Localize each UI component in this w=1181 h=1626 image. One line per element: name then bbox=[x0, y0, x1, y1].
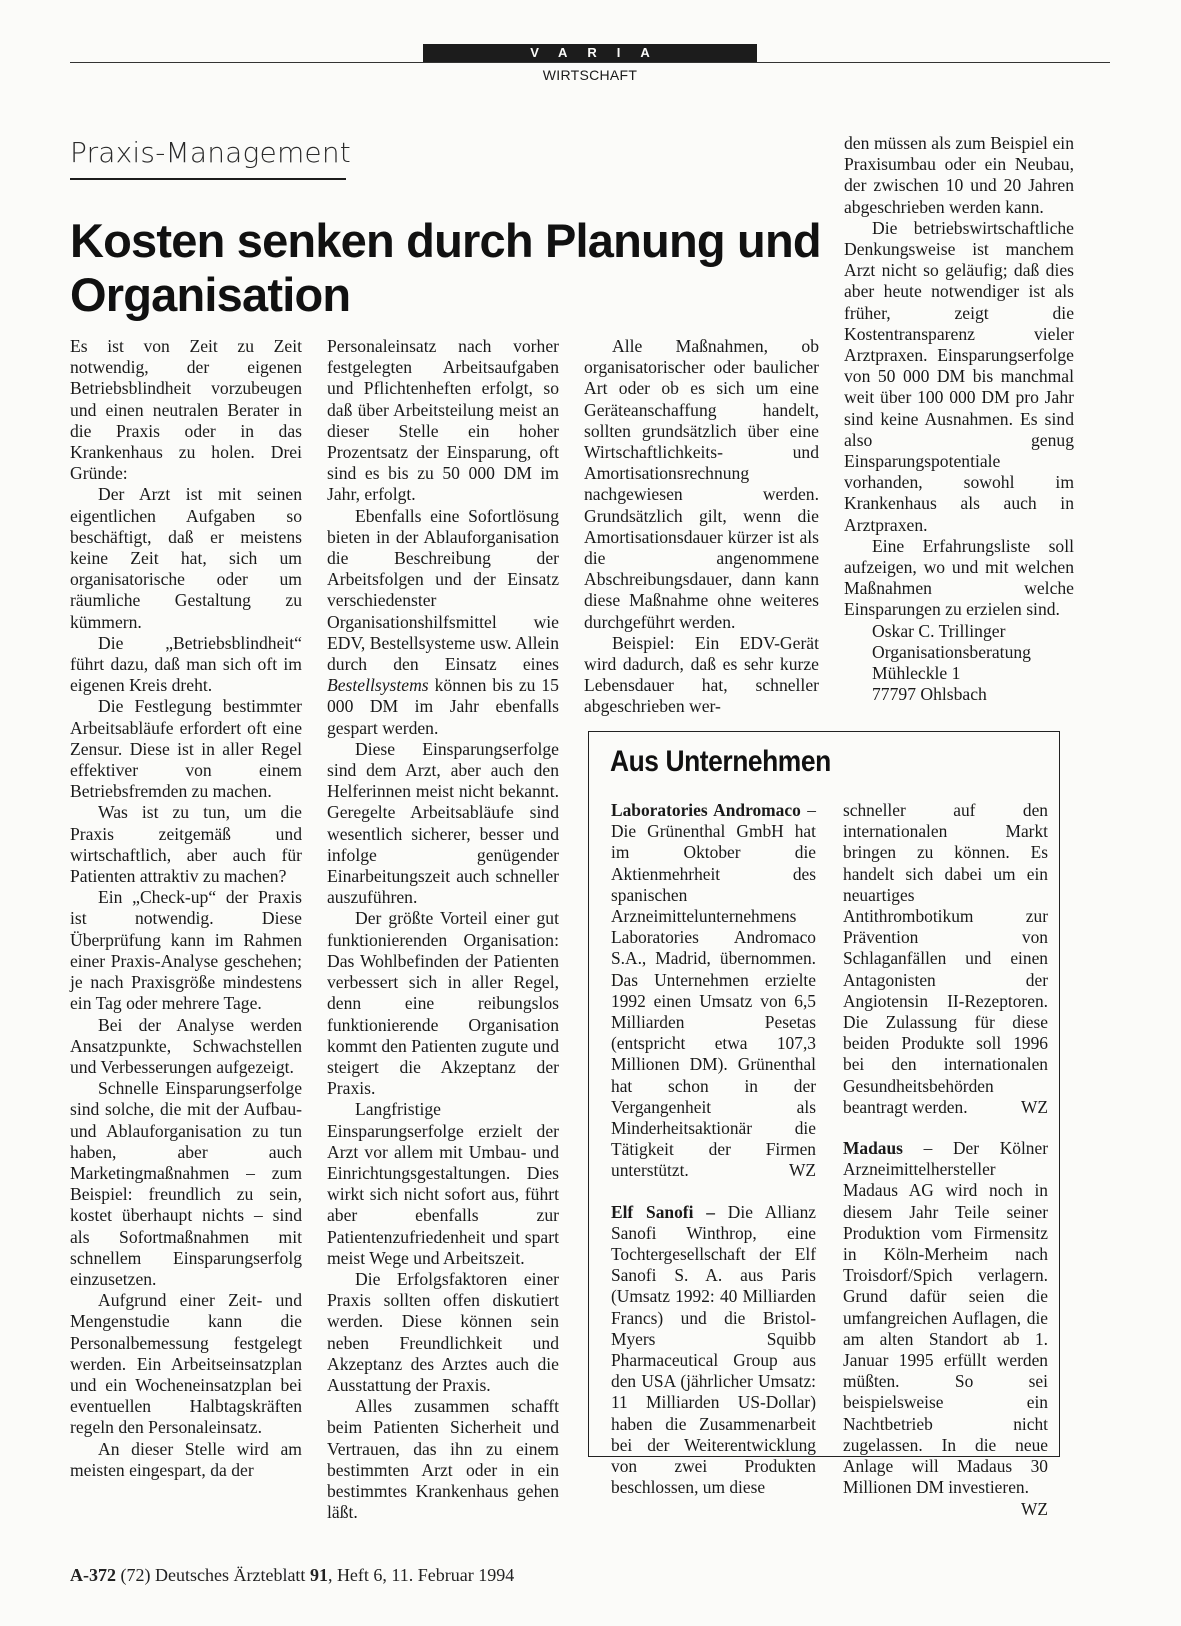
section-label: VARIA bbox=[423, 44, 757, 62]
paragraph: An dieser Stelle wird am meisten eingespart, da der bbox=[70, 1438, 302, 1480]
paragraph: Langfristige Einsparungserfolge erzielt der Arzt vor allem mit Umbau- und Einrichtungsgestaltungen. Dies wirkt sich nicht sofort aus, führt aber ebenfalls zur Patientenzufriedenheit und spart meist Wege und Arbeitszeit. bbox=[327, 1099, 559, 1268]
paragraph-text: Ebenfalls eine Sofortlösung bieten in der Ablauforganisation die Beschreibung der Arbeitsfolgen und der Einsatz verschiedenster Organisationshilfsmittel wie EDV, Bestellsysteme usw. Allein durch den Einsatz eines bbox=[327, 505, 559, 675]
news-item-lead: Laboratories Andromaco bbox=[611, 800, 801, 820]
author-sign: WZ bbox=[1020, 1096, 1048, 1117]
paragraph: Der größte Vorteil einer gut funktionierenden Organisation: Das Wohlbefinden der Patienten verbessert sich in aller Regel, denn eine reibungslos funktionierende Organisation kommt den Patienten zugute und steigert die Akzeptanz der Praxis. bbox=[327, 908, 559, 1099]
author-sign: WZ bbox=[1020, 1498, 1048, 1519]
article-column-1 bbox=[70, 336, 302, 1481]
issue-date: , Heft 6, 11. Februar 1994 bbox=[327, 1565, 515, 1585]
news-box-column-1 bbox=[611, 800, 816, 1499]
paragraph-text: können bis zu 15 000 DM im Jahr ebenfalls gespart werden. bbox=[327, 675, 559, 738]
page-footer bbox=[70, 1565, 514, 1586]
paragraph: Die betriebswirtschaftliche Denkungsweise ist manchem Arzt nicht so geläufig; daß dies aber heute notwendiger ist als früher, zeigt die Kostentransparenz vieler Arztpraxen. Einsparungserfolge von 50 000 DM bis manchmal weit über 100 000 DM pro Jahr sind keine Ausnahmen. Es sind also genug Einsparungspotentiale vorhanden, sowohl im Krankenhaus als auch in Arztpraxen. bbox=[844, 217, 1074, 535]
news-item-lead: Madaus bbox=[843, 1138, 903, 1159]
news-item-text: schneller auf den internationalen Markt bringen zu können. Es handelt sich dabei um ein neuartiges Antithrombotikum zur Prävention von Schlaganfällen und einen Antagonisten der Angiotensin II-Rezeptoren. Die Zulassung für diese beiden Produkte soll 1996 bei den internationalen Gesundheitsbehörden beantragt werden. bbox=[843, 800, 1048, 1117]
news-item bbox=[611, 800, 816, 1182]
news-box-column-2 bbox=[843, 800, 1048, 1520]
author-organisation: Organisationsberatung bbox=[872, 641, 1031, 662]
news-item-lead: Elf Sanofi – bbox=[611, 1201, 715, 1222]
paragraph: Alles zusammen schafft beim Patienten Sicherheit und Vertrauen, das ihn zu einem bestimmten Arzt oder in ein bestimmtes Krankenhaus gehen läßt. bbox=[327, 1396, 559, 1523]
paragraph: Aufgrund einer Zeit- und Mengenstudie kann die Personalbemessung festgelegt werden. Ein Arbeitseinsatzplan und ein Wocheneinsatzplan bei eventuellen Halbtagskräften regeln den Personaleinsatz. bbox=[70, 1290, 302, 1438]
paragraph: Diese Einsparungserfolge sind dem Arzt, aber auch den Helferinnen meist nicht bekannt. Geregelte Arbeitsabläufe sind wesentlich sicherer, besser und infolge genügender Einarbeitungszeit auch schneller auszuführen. bbox=[327, 738, 559, 908]
paragraph: Bei der Analyse werden Ansatzpunkte, Schwachstellen und Verbesserungen aufgezeigt. bbox=[70, 1014, 302, 1077]
author-name: Oskar C. Trillinger bbox=[872, 620, 1006, 641]
subsection-label: WIRTSCHAFT bbox=[542, 67, 638, 83]
author-street: Mühleckle 1 bbox=[872, 663, 961, 684]
article-column-4 bbox=[844, 133, 1074, 705]
news-item-text: Die Allianz Sanofi Winthrop, eine Tochtergesellschaft der Elf Sanofi S. A. aus Paris (Umsatz 1992: 40 Milliarden Francs) und die Bristol-Myers Squibb Pharmaceutical Group aus den USA (jährlicher Umsatz: 11 Milliarden US-Dollar) haben die Zusammenarbeit bei der Weiterentwicklung von zwei Produkten beschlossen, um diese bbox=[611, 1201, 816, 1498]
paragraph: Es ist von Zeit zu Zeit notwendig, der eigenen Betriebsblindheit vorzubeugen und einen neutralen Berater in die Praxis oder in das Krankenhaus zu holen. Drei Gründe: bbox=[70, 336, 302, 484]
paragraph: Ein „Check-up“ der Praxis ist notwendig. Diese Überprüfung kann im Rahmen einer Praxis-Analyse geschehen; je nach Praxisgröße mindestens ein Tag oder mehrere Tage. bbox=[70, 887, 302, 1014]
paragraph: Beispiel: Ein EDV-Gerät wird dadurch, daß es sehr kurze Lebensdauer hat, schneller abgeschrieben wer- bbox=[584, 632, 819, 717]
news-item bbox=[611, 1202, 816, 1499]
paragraph: Was ist zu tun, um die Praxis zeitgemäß und wirtschaftlich, aber auch für Patienten attraktiv zu machen? bbox=[70, 802, 302, 887]
rubric-underline bbox=[70, 178, 346, 180]
news-item-text: – Die Grünenthal GmbH hat im Oktober die Aktienmehrheit des spanischen Arzneimittelunternehmens Laboratories Andromaco S.A., Madrid, übernommen. Das Unternehmen erzielte 1992 einen Umsatz von 6,5 Milliarden Pesetas (entspricht etwa 107,3 Millionen DM). Grünenthal hat schon in der Vergangenheit als Minderheitsaktionär die Tätigkeit der Firmen unterstützt. bbox=[611, 800, 816, 1181]
paragraph: Die „Betriebsblindheit“ führt dazu, daß man sich oft im eigenen Kreis dreht. bbox=[70, 632, 302, 696]
volume: 91 bbox=[309, 1565, 328, 1585]
author-city: 77797 Ohlsbach bbox=[872, 684, 987, 705]
paragraph bbox=[327, 506, 559, 739]
news-item-text: – Der Kölner Arzneimittelhersteller Madaus AG wird noch in diesem Jahr Teile seiner Produktion vom Firmensitz in Köln-Merheim nach Troisdorf/Spich verlagern. Grund dafür seien die umfangreichen Auflagen, die am alten Standort ab 1. Januar 1995 erfüllt werden müßten. So sei beispielsweise ein Nachtbetrieb nicht zugelassen. In die neue Anlage will Madaus 30 Millionen DM investieren. bbox=[843, 1138, 1048, 1498]
article-column-3 bbox=[584, 336, 819, 718]
paragraph: den müssen als zum Beispiel ein Praxisumbau oder ein Neubau, der zwischen 10 und 20 Jahren abgeschrieben werden kann. bbox=[844, 133, 1074, 217]
paragraph: Alle Maßnahmen, ob organisatorischer oder baulicher Art oder ob es sich um eine Geräteanschaffung handelt, sollten grundsätzlich über eine Wirtschaftlichkeits- und Amortisationsrechnung nachgewiesen werden. Grundsätzlich gilt, wenn die Amortisationsdauer kürzer ist als die angenommene Abschreibungsdauer, dann kann diese Maßnahme ohne weiteres durchgeführt werden. bbox=[584, 336, 819, 632]
author-sign: WZ bbox=[788, 1160, 816, 1181]
paragraph: Schnelle Einsparungserfolge sind solche, die mit der Aufbau- und Ablauforganisation zu tun haben, aber auch Marketingmaßnahmen – zum Beispiel: freundlich zu sein, kostet überhaupt nichts – sind als Sofortmaßnahmen mit schnellem Einsparungserfolg einzusetzen. bbox=[70, 1078, 302, 1289]
article-column-2 bbox=[327, 336, 559, 1523]
paragraph: Eine Erfahrungsliste soll aufzeigen, wo und mit welchen Maßnahmen welche Einsparungen zu erzielen sind. bbox=[844, 535, 1074, 620]
headline: Kosten senken durch Planung und Organisation bbox=[70, 214, 821, 321]
publication: (72) Deutsches Ärzteblatt bbox=[120, 1565, 306, 1585]
page-number: A-372 bbox=[70, 1565, 116, 1585]
emphasis: Bestellsystems bbox=[327, 675, 429, 696]
header-rule bbox=[70, 62, 1110, 63]
paragraph: Personaleinsatz nach vorher festgelegten Arbeitsaufgaben und Pflichtenheften erfolgt, so daß über Arbeitsteilung meist an dieser Stelle ein hoher Prozentsatz der Einsparung, oft sind es bis zu 50 000 DM im Jahr, erfolgt. bbox=[327, 336, 559, 505]
news-item bbox=[843, 1138, 1048, 1519]
news-box-title: Aus Unternehmen bbox=[610, 745, 831, 778]
news-item bbox=[843, 800, 1048, 1118]
rubric: Praxis-Management bbox=[70, 136, 351, 169]
paragraph: Die Festlegung bestimmter Arbeitsabläufe erfordert oft eine Zensur. Diese ist in aller Regel effektiver von einem Betriebsfremden zu machen. bbox=[70, 696, 302, 802]
paragraph: Der Arzt ist mit seinen eigentlichen Aufgaben so beschäftigt, daß er meistens keine Zeit hat, sich um organisatorische oder um räumliche Gestaltung zu kümmern. bbox=[70, 484, 302, 632]
paragraph: Die Erfolgsfaktoren einer Praxis sollten offen diskutiert werden. Diese können sein neben Freundlichkeit und Akzeptanz des Arztes auch die Ausstattung der Praxis. bbox=[327, 1268, 559, 1395]
